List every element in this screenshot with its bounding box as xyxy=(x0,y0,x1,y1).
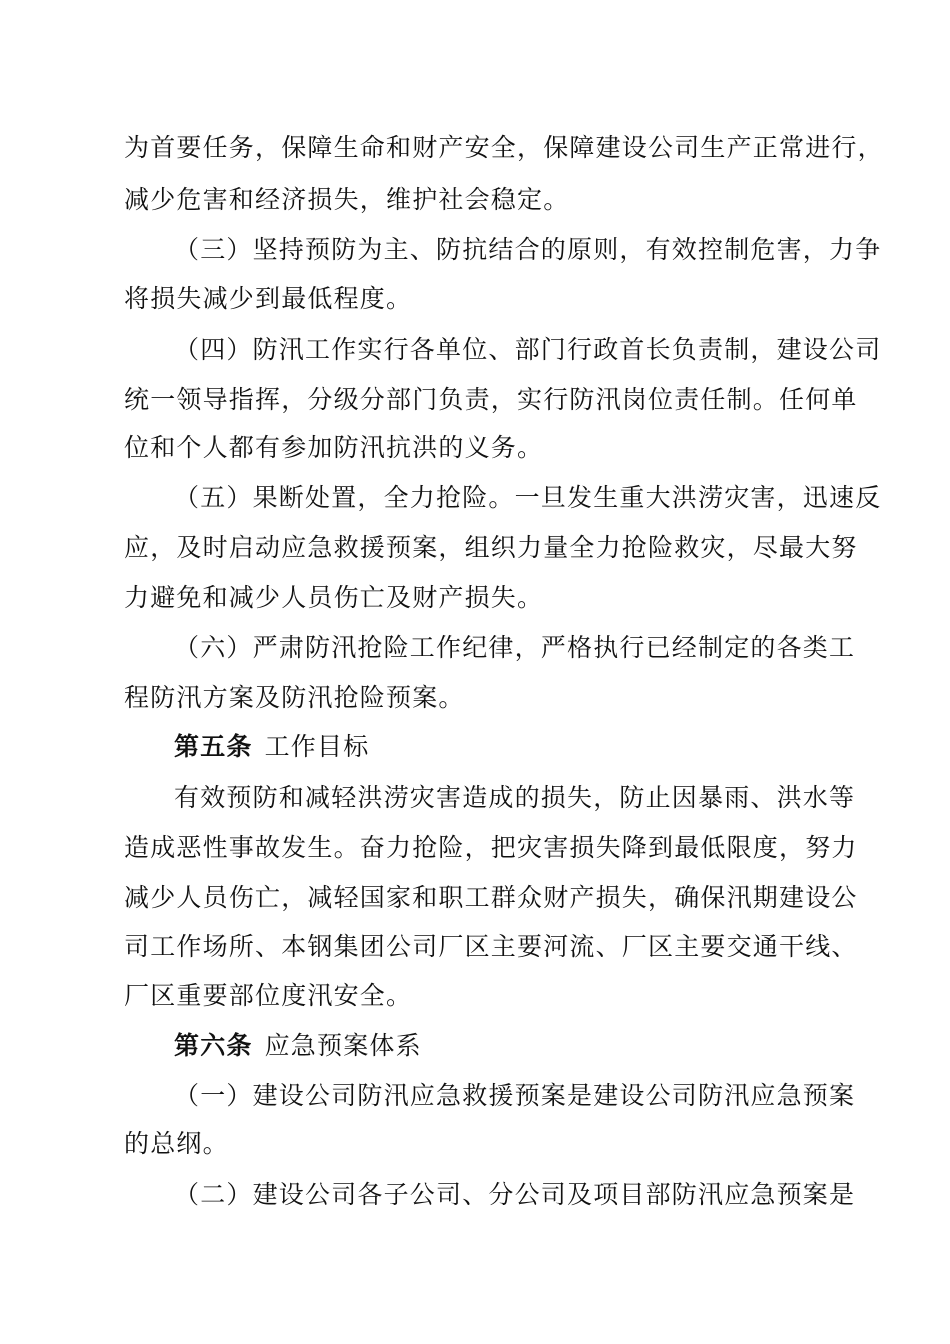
paragraph-line: 造成恶性事故发生。奋力抢险，把灾害损失降到最低限度，努力 xyxy=(124,833,858,862)
paragraph-line: （六）严肃防汛抢险工作纪律，严格执行已经制定的各类工 xyxy=(174,633,856,662)
paragraph-line: 减少人员伤亡，减轻国家和职工群众财产损失，确保汛期建设公 xyxy=(124,883,858,912)
paragraph-line: （三）坚持预防为主、防抗结合的原则，有效控制危害，力争 xyxy=(174,235,882,264)
article-6-label: 第六条 xyxy=(174,1031,253,1060)
article-6-heading xyxy=(174,1030,422,1062)
paragraph-line: 厂区重要部位度汛安全。 xyxy=(124,981,413,1010)
paragraph-line: 应，及时启动应急救援预案，组织力量全力抢险救灾，尽最大努 xyxy=(124,533,858,562)
paragraph-line: （二）建设公司各子公司、分公司及项目部防汛应急预案是 xyxy=(174,1180,856,1209)
paragraph-line: （四）防汛工作实行各单位、部门行政首长负责制，建设公司 xyxy=(174,335,882,364)
paragraph-line: 位和个人都有参加防汛抗洪的义务。 xyxy=(124,433,544,462)
paragraph-line: 为首要任务，保障生命和财产安全，保障建设公司生产正常进行， xyxy=(124,133,884,162)
article-6-title: 应急预案体系 xyxy=(264,1031,422,1060)
article-5-heading xyxy=(174,731,369,763)
article-5-title: 工作目标 xyxy=(264,732,370,761)
paragraph-line: 有效预防和减轻洪涝灾害造成的损失，防止因暴雨、洪水等 xyxy=(174,783,856,812)
paragraph-line: 程防汛方案及防汛抢险预案。 xyxy=(124,683,465,712)
paragraph-line: 将损失减少到最低程度。 xyxy=(124,284,413,313)
article-5-label: 第五条 xyxy=(174,732,253,761)
paragraph-line: （五）果断处置，全力抢险。一旦发生重大洪涝灾害，迅速反 xyxy=(174,483,882,512)
paragraph-line: 力避免和减少人员伤亡及财产损失。 xyxy=(124,583,544,612)
paragraph-line: （一）建设公司防汛应急救援预案是建设公司防汛应急预案 xyxy=(174,1081,856,1110)
paragraph-line: 司工作场所、本钢集团公司厂区主要河流、厂区主要交通干线、 xyxy=(124,932,858,961)
paragraph-line: 减少危害和经济损失，维护社会稳定。 xyxy=(124,185,570,214)
paragraph-line: 的总纲。 xyxy=(124,1129,229,1158)
paragraph-line: 统一领导指挥，分级分部门负责，实行防汛岗位责任制。任何单 xyxy=(124,385,858,414)
